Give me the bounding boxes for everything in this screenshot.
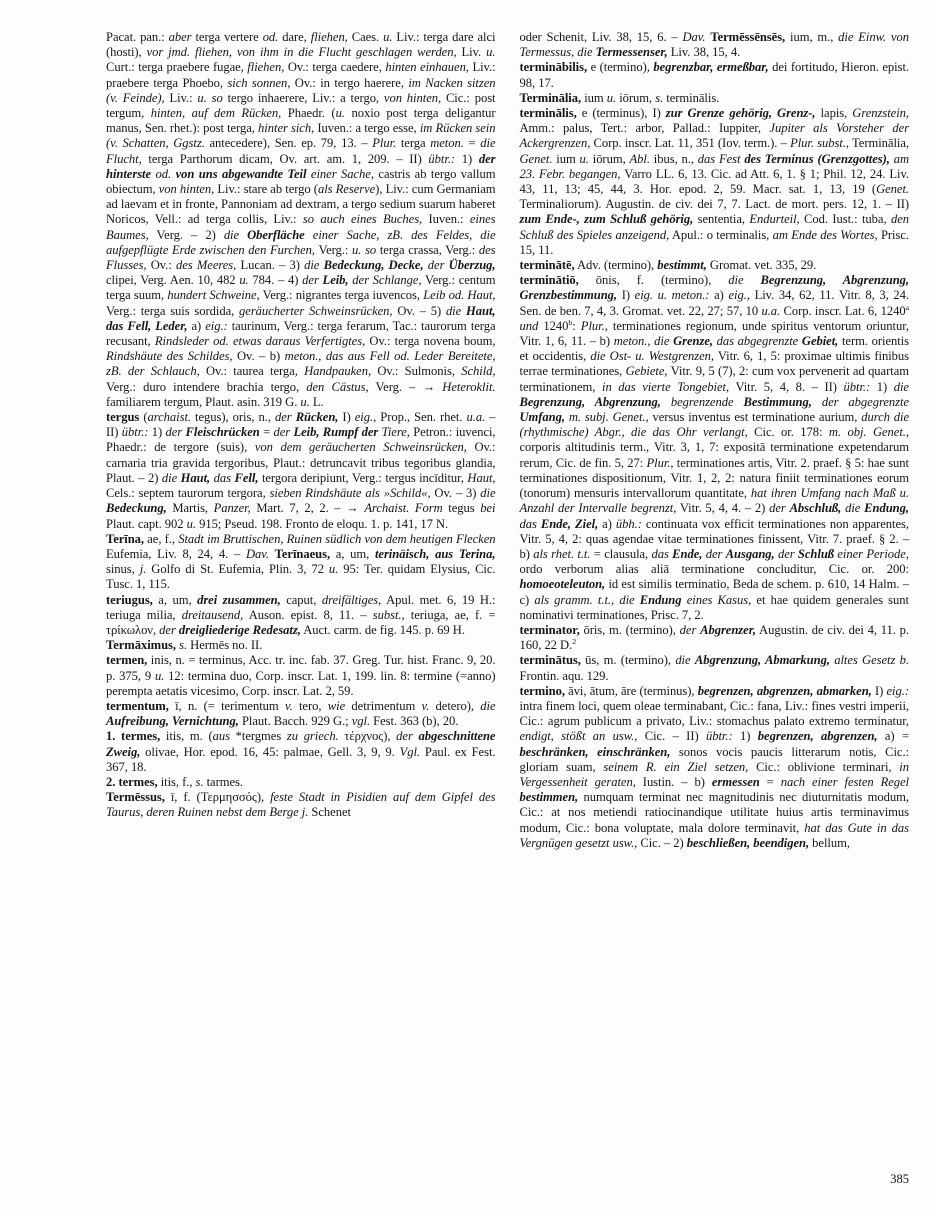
dictionary-entry: termen, inis, n. = terminus, Acc. tr. inc. fab. 37. Greg. Tur. hist. Franc. 9, 20. p. 375, 9 u. 12: termina duo, Corp. inscr. Lat. 1, 199. lin. 8: termine (=anno) perempta aetatis vicesimo, Corp. inscr. Lat. 2, 59. (106, 653, 496, 698)
dictionary-entry: terminālis, e (terminus), I) zur Grenze gehörig, Grenz-, lapis, Grenzstein, Amm.: palus, Tert.: arbor, Pallad.: Iuppiter, Jupiter als Vorsteher der Ackergrenzen, Corp. inscr. Lat. 11, 351 (Iov. term.). – Plur. subst., Terminālia, Genet. ium u. iōrum, Abl. ibus, n., das Fest des Terminus (Grenzgottes), am 23. Febr. begangen, Varro LL. 6, 13. Cic. ad Att. 6, 1. § 1; Phil. 12, 24. Liv. 43, 11, 13; 45, 44, 3. Hor. epod. 2, 59. Macr. sat. 1, 13, 19 (Genet. Terminaliorum). Augustin. de civ. dei 7, 7. Lact. de mort. pers. 12, 1. – II) zum Ende-, zum Schluß gehörig, sententia, Endurteil, Cod. Iust.: tuba, den Schluß des Spieles anzeigend, Apul.: o terminalis, am Ende des Wortes, Prisc. 15, 11. (519, 106, 909, 257)
left-column (106, 30, 496, 851)
dictionary-entry: tergus (archaist. tegus), oris, n., der Rücken, I) eig., Prop., Sen. rhet. u.a. – II) übtr.: 1) der Fleischrücken = der Leib, Rumpf der Tiere, Petron.: iuvenci, Phaedr.: de tergore (suis), von dem geräucherten Schweinsrücken, Ov.: carnaria tria gravida tergoribus, Plaut.: detruncavit tribus tegoribus glandia, Plaut. – 2) die Haut, das Fell, tergora deripiunt, Verg.: tergus incīditur, Haut, Cels.: septem taurorum tergora, sieben Rindshäute als »Schild«, Ov. – 3) die Bedeckung, Martis, Panzer, Mart. 7, 2, 2. – → Archaist. Form tegus bei Plaut. capt. 902 u. 915; Pseud. 198. Fronto de eloqu. 1. p. 141, 17 N. (106, 410, 496, 531)
text-columns (106, 30, 909, 851)
dictionary-entry: terminator, ōris, m. (termino), der Abgrenzer, Augustin. de civ. dei 4, 11. p. 160, 22 D.$^2$ (519, 622, 909, 653)
dictionary-page (106, 30, 909, 851)
dictionary-entry: 1. termes, itis, m. (aus *tergmes zu griech. τέρχνος), der abgeschnittene Zweig, olivae, Hor. epod. 16, 45: palmae, Gell. 3, 9, 9. Vgl. Paul. ex Fest. 367, 18. (106, 729, 496, 774)
dictionary-entry: terminātiō, ōnis, f. (termino), die Begrenzung, Abgrenzung, Grenzbestimmung, I) eig. u. meton.: a) eig., Liv. 34, 62, 11. Vitr. 8, 3, 24. Sen. de ben. 7, 4, 3. Gromat. vet. 22, 27; 57, 10 u.a. Corp. inscr. Lat. 6, 1240$^a$ und 1240$^b$: Plur., terminationes regionum, unde spiritus ventorum oriuntur, Vitr. 1, 6, 11. – b) meton., die Grenze, das abgegrenzte Gebiet, term. orientis et occidentis, die Ost- u. Westgrenzen, Vitr. 6, 1, 5: proximae ultimis finibus terrae terminationes, Gebiete, Vitr. 9, 5 (7), 2: cum vox pervenerit ad quartam terminationem, in das vierte Tongebiet, Vitr. 5, 4, 8. – II) übtr.: 1) die Begrenzung, Abgrenzung, begrenzende Bestimmung, der abgegrenzte Umfang, m. subj. Genet., versus inventus est terminatione aurium, durch die (rhythmische) Abgr., die das Ohr verlangt, Cic. or. 178: m. obj. Genet., corporis altitudinis term., Vitr. 3, 1, 7: expositā terminatione expetendarum rerum, Cic. de fin. 5, 27: Plur., terminationes artis, Vitr. 2. praef. § 5: hae sunt terminationes dispositionum, Vitr. 1, 2, 2: natura finiit terminationes eorum (tonorum) mensuris intervallorum quantitate, hat ihren Umfang nach Maß u. Anzahl der Intervalle begrenzt, Vitr. 5, 4, 4. – 2) der Abschluß, die Endung, das Ende, Ziel, a) übh.: continuata vox efficit terminationes non apparentes, Vitr. 5, 4, 2: quas agendae vitae terminationes finissent, Vitr. 7. praef. § 2. – b) als rhet. t.t. = clausula, das Ende, der Ausgang, der Schluß einer Periode, ordo verborum alias aliā terminatione concluditur, Cic. or. 200: homoeoteleuton, id est similis terminatio, Beda de schem. p. 610, 14 Halm. – c) als gramm. t.t., die Endung eines Kasus, et hae quidem generales sunt nominativi terminationes, Prisc. 7, 2. (519, 273, 910, 622)
dictionary-entry: oder Schenit, Liv. 38, 15, 6. – Dav. Termēssēnsēs, ium, m., die Einw. von Termessus, die Termessenser, Liv. 38, 15, 4. (519, 30, 909, 60)
dictionary-entry: Terīna, ae, f., Stadt im Bruttischen, Ruinen südlich von dem heutigen Flecken Eufemia, Liv. 8, 24, 4. – Dav. Terīnaeus, a, um, terinäisch, aus Terina, sinus, j. Golfo di St. Eufemia, Plin. 3, 72 u. 95: Ter. quidam Elysius, Cic. Tusc. 1, 115. (106, 531, 496, 592)
dictionary-entry: teriugus, a, um, drei zusammen, caput, dreifältiges, Apul. met. 6, 19 H.: teriuga milia, dreitausend, Auson. epist. 8, 11. – subst., teriuga, ae, f. = τρίκωλον, der dreigliederige Redesatz, Auct. carm. de fig. 145. p. 69 H. (106, 592, 496, 637)
dictionary-entry: termentum, ī, n. (= terimentum v. tero, wie detrimentum v. detero), die Aufreibung, Vernichtung, Plaut. Bacch. 929 G.; vgl. Fest. 363 (b), 20. (106, 698, 496, 729)
dictionary-entry: termino, āvi, ātum, āre (terminus), begrenzen, abgrenzen, abmarken, I) eig.: intra finem loci, quem oleae terminabant, Cic.: fana, Liv.: fines vestri imperii, Cic.: agrum publicum a privato, Liv.: stomachus palato extremo terminatur, endigt, stößt an usw., Cic. – II) übtr.: 1) begrenzen, abgrenzen, a) = beschränken, einschränken, sonos vocis paucis litterarum notis, Cic.: gloriam suam, seinem R. ein Ziel setzen, Cic.: oblivione terminari, in Vergessenheit geraten, Iustin. – b) ermessen = nach einer festen Regel bestimmen, numquam terminat nec magnitudinis nec diuturnitatis modum, Cic.: at nos metiendi ratiocinandique utilitate huius artis terminavimus modum, Cic.: bona voluptate, mala dolore terminavit, hat das Gute in das Vergnügen gesetzt usw., Cic. – 2) beschließen, beendigen, bellum, (519, 683, 910, 850)
dictionary-entry: Terminālia, ium u. iōrum, s. terminālis. (519, 90, 720, 105)
dictionary-entry: 2. termes, itis, f., s. tarmes. (106, 774, 243, 789)
dictionary-entry: Pacat. pan.: aber terga vertere od. dare, fliehen, Caes. u. Liv.: terga dare alci (hosti), vor jmd. fliehen, von ihm in die Flucht geschlagen werden, Liv. u. Curt.: terga praebere fugae, fliehen, Ov.: terga caedere, hinten einhauen, Liv.: praebere terga Phoebo, sich sonnen, Ov.: in tergo haerere, im Nacken sitzen (v. Feinde), Liv.: u. so tergo inhaerere, Liv.: a tergo, von hinten, Cic.: post tergum, hinten, auf dem Rücken, Phaedr. (u. noxio post terga deligantur manus, Sen. rhet.): post terga, hinter sich, Iuven.: a tergo esse, im Rücken sein (v. Schatten, Ggstz. antecedere), Sen. ep. 79, 13. – Plur. terga meton. = die Flucht, terga Parthorum dicam, Ov. art. am. 1, 209. – II) übtr.: 1) der hinterste od. von uns abgewandte Teil einer Sache, castris ab tergo vallum obiectum, von hinten, Liv.: stare ab tergo (als Reserve), Liv.: cum Germaniam ad laevam et in fronte, Pannoniam ad dextram, a tergo sedium suarum haberet Noricos, Vell.: ad terga collis, Liv.: so auch eines Buches, Iuven.: eines Baumes, Verg. – 2) die Oberfläche einer Sache, zB. des Feldes, die aufgepflügte Erde zwischen den Furchen, Verg.: u. so terga crassa, Verg.: des Flusses, Ov.: des Meeres, Lucan. – 3) die Bedeckung, Decke, der Überzug, clipei, Verg. Aen. 10, 482 u. 784. – 4) der Leib, der Schlange, Verg.: centum terga suum, hundert Schweine, Verg.: nigrantes terga iuvencos, Leib od. Haut, Verg.: terga suis sordida, geräucherter Schweinsrücken, Ov. – 5) die Haut, das Fell, Leder, a) eig.: taurinum, Verg.: terga ferarum, Tac.: taurorum terga recusant, Rindsleder od. etwas daraus Verfertigtes, Ov.: terga novena boum, Rindshäute des Schildes, Ov. – b) meton., das aus Fell od. Leder Bereitete, zB. der Schlauch, Ov.: taurea terga, Handpauken, Ov.: Sulmonis, Schild, Verg.: duro intendere brachia tergo, den Cästus, Verg. – → Heteroklit. familiarem tergum, Plaut. asin. 319 G. u. L. (106, 30, 496, 409)
page-number: 385 (890, 1172, 909, 1186)
dictionary-entry: terminātus, ūs, m. (termino), die Abgrenzung, Abmarkung, altes Gesetz b. Frontin. aqu. 129. (519, 653, 909, 683)
dictionary-entry: Termāximus, s. Hermēs no. II. (106, 638, 263, 653)
dictionary-entry: terminātē, Adv. (termino), bestimmt, Gromat. vet. 335, 29. (519, 258, 817, 273)
dictionary-entry: terminābilis, e (termino), begrenzbar, ermeßbar, dei fortitudo, Hieron. epist. 98, 17. (519, 60, 909, 90)
dictionary-entry: Termēssus, ī, f. (Τερμησσός), feste Stadt in Pisidien auf dem Gipfel des Taurus, deren Ruinen nebst dem Berge j. Schenet (106, 790, 496, 820)
right-column (520, 30, 910, 851)
